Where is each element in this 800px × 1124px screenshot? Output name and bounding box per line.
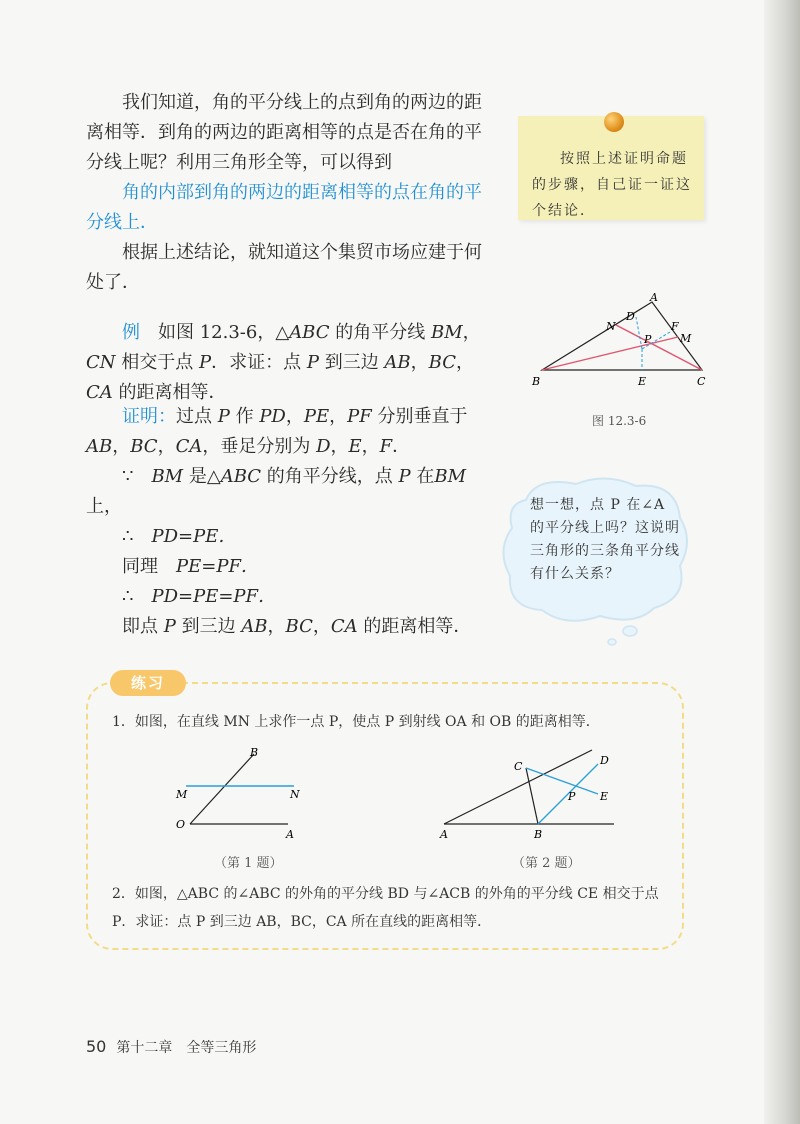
proof-step-3: ∴ PD=PE=PF． xyxy=(122,586,277,607)
page-number: 50 xyxy=(86,1037,107,1056)
fig2-label-a: A xyxy=(440,828,448,841)
fig2-label-p: P xyxy=(568,790,576,803)
fig2-label-b: B xyxy=(534,828,543,841)
proof-paragraph: 证明：过点 P 作 PD，PE，PF 分别垂直于AB，BC，CA，垂足分别为 D，E，F． xyxy=(86,406,468,457)
intro-paragraph: 我们知道，角的平分线上的点到角的两边的距离相等．到角的两边的距离相等的点是否在角的平分线上呢？利用三角形全等，可以得到 xyxy=(86,92,482,173)
proof-because-line: ∵ BM 是△ABC 的角平分线，点 P 在BM 上， xyxy=(86,466,467,517)
ray-ob xyxy=(190,754,254,824)
label-a: A xyxy=(650,292,658,304)
cloud-bubble xyxy=(623,626,637,636)
note-text: 按照上述证明命题的步骤，自己证一证这个结论． xyxy=(532,151,692,219)
fig2-caption: （第 2 题） xyxy=(512,856,581,871)
fig1-label-n: N xyxy=(290,788,300,801)
page-binding-edge xyxy=(764,0,800,1124)
label-f: F xyxy=(671,320,679,333)
label-p: P xyxy=(644,333,652,346)
fig1-caption: （第 1 题） xyxy=(214,856,283,871)
theorem-statement: 角的内部到角的两边的距离相等的点在角的平分线上． xyxy=(86,182,482,233)
triangle-abc xyxy=(542,302,702,370)
fig2-bisector-ce xyxy=(526,768,598,794)
exercise-q2: 2．如图，△ABC 的∠ABC 的外角的平分线 BD 与∠ACB 的外角的平分线 CE 相交于点 P．求证：点 P 到三边 AB，BC，CA 所在直线的距离相等． xyxy=(112,886,659,930)
label-d: D xyxy=(626,310,635,323)
fig2-label-d: D xyxy=(600,754,609,767)
proof-step-1: ∴ PD=PE． xyxy=(122,526,237,547)
fig1-label-o: O xyxy=(176,818,186,831)
cloud-bubble-small xyxy=(608,639,616,645)
exercise-figure-1 xyxy=(170,742,320,842)
page-footer xyxy=(86,1037,256,1057)
fig1-label-a: A xyxy=(286,828,294,841)
exercise-badge: 练习 xyxy=(110,670,186,696)
fig2-label-e: E xyxy=(600,790,609,803)
fig2-label-c: C xyxy=(514,760,523,773)
figure-caption: 图 12.3-6 xyxy=(592,414,647,428)
example-paragraph: 例 如图 12.3-6，△ABC 的角平分线 BM，CN 相交于点 P．求证：点 P 到三边 AB，BC，CA 的距离相等． xyxy=(86,322,481,403)
triangle-figure xyxy=(530,292,720,402)
proof-conclusion: 即点 P 到三边 AB，BC，CA 的距离相等． xyxy=(122,616,472,637)
fig2-line-bc xyxy=(526,768,538,824)
cloud-text: 想一想，点 P 在∠A 的平分线上吗？这说明三角形的三条角平分线有什么关系？ xyxy=(530,497,680,582)
perp-pd xyxy=(636,317,642,349)
exercise-figure-2 xyxy=(434,744,624,844)
label-c: C xyxy=(697,375,706,388)
fig1-label-b: B xyxy=(250,746,259,759)
exercise-q1: 1．如图，在直线 MN 上求作一点 P，使点 P 到射线 OA 和 OB 的距离相等． xyxy=(112,714,600,730)
chapter-title: 第十二章 全等三角形 xyxy=(116,1040,257,1056)
conclusion-paragraph: 根据上述结论，就知道这个集贸市场应建于何处了． xyxy=(86,242,482,293)
label-n: N xyxy=(606,320,616,333)
sticky-note xyxy=(518,116,704,220)
example-label: 例 xyxy=(122,322,140,343)
label-b: B xyxy=(532,375,541,388)
fig1-label-m: M xyxy=(176,788,188,801)
proof-step-2: 同理 PE=PF． xyxy=(122,556,259,577)
label-m: M xyxy=(680,332,692,345)
label-e: E xyxy=(638,375,647,388)
pin-icon xyxy=(604,112,624,132)
proof-label: 证明： xyxy=(122,406,176,427)
bisector-bm xyxy=(542,337,678,370)
